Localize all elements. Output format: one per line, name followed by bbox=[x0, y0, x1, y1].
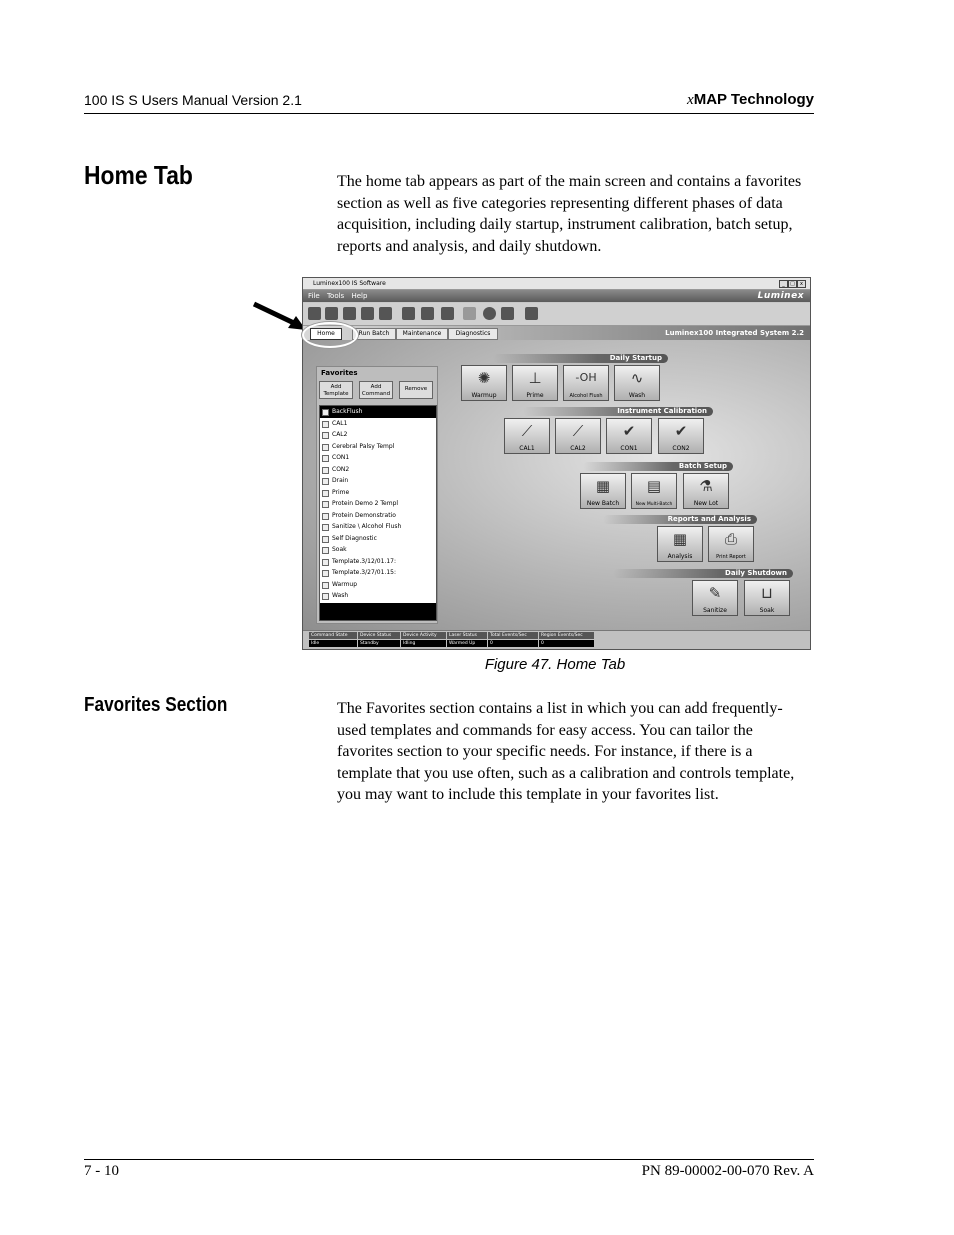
menu-tools[interactable]: Tools bbox=[326, 292, 345, 300]
tab-maintenance[interactable]: Maintenance bbox=[396, 328, 448, 340]
status-value: Idle bbox=[309, 640, 357, 647]
status-bar bbox=[303, 630, 810, 650]
status-value: 0 bbox=[488, 640, 538, 647]
part-number: PN 89-00002-00-070 Rev. A bbox=[641, 1163, 814, 1179]
status-value: Standby bbox=[358, 640, 400, 647]
cal2-button[interactable]: ⟋ CAL2 bbox=[555, 418, 601, 454]
section-heading: Home Tab bbox=[84, 160, 193, 190]
status-header: Total Events/Sec bbox=[488, 632, 538, 639]
window-title: Luminex100 IS Software bbox=[313, 280, 386, 287]
con1-button[interactable]: ✔ CON1 bbox=[606, 418, 652, 454]
category-daily-shutdown: Daily Shutdown bbox=[613, 569, 793, 578]
toolbar-icon[interactable] bbox=[325, 307, 338, 320]
list-item[interactable]: Warmup bbox=[320, 579, 436, 591]
brand-logo: Luminex bbox=[757, 291, 804, 301]
status-value: 0 bbox=[539, 640, 594, 647]
list-item[interactable]: CON1 bbox=[320, 452, 436, 464]
tab-home[interactable]: Home bbox=[310, 328, 342, 340]
list-item[interactable]: CAL2 bbox=[320, 429, 436, 441]
analysis-icon: ▦ bbox=[672, 530, 688, 548]
category-reports-analysis: Reports and Analysis bbox=[603, 515, 757, 524]
favorites-list-footer bbox=[320, 603, 436, 620]
wash-button[interactable]: ∿ Wash bbox=[614, 365, 660, 401]
cal1-button[interactable]: ⟋ CAL1 bbox=[504, 418, 550, 454]
list-item[interactable]: Sanitize \ Alcohol Flush bbox=[320, 521, 436, 533]
cal2-icon: ⟋ bbox=[572, 422, 584, 440]
list-item[interactable]: Self Diagnostic bbox=[320, 533, 436, 545]
header-rule bbox=[84, 113, 814, 114]
toolbar-icon[interactable] bbox=[343, 307, 356, 320]
status-value: Warmed Up bbox=[447, 640, 487, 647]
category-batch-setup: Batch Setup bbox=[583, 462, 733, 471]
figure-caption: Figure 47. Home Tab bbox=[484, 656, 626, 673]
list-item[interactable]: Protein Demo 2 Templ bbox=[320, 498, 436, 510]
toolbar-icon[interactable] bbox=[421, 307, 434, 320]
home-main-area bbox=[303, 340, 810, 630]
tab-diagnostics[interactable]: Diagnostics bbox=[448, 328, 498, 340]
new-multi-batch-icon: ▤ bbox=[646, 477, 662, 495]
footer-rule bbox=[84, 1159, 814, 1160]
list-item[interactable]: Wash bbox=[320, 590, 436, 602]
cal1-icon: ⟋ bbox=[521, 422, 533, 440]
list-item[interactable]: Prime bbox=[320, 487, 436, 499]
home-tab-screenshot bbox=[302, 277, 811, 650]
soak-icon: ⊔ bbox=[761, 584, 773, 602]
list-item[interactable]: Protein Demonstratio bbox=[320, 510, 436, 522]
section-body: The home tab appears as part of the main screen and contains a favorites section as well as five categories representing different phases of data acquisition, including daily startup, instrument calibration, batch setup, reports and analysis, and daily shutdown. bbox=[337, 173, 802, 255]
tab-run-batch[interactable]: Run Batch bbox=[352, 328, 396, 340]
system-name: Luminex100 Integrated System 2.2 bbox=[665, 329, 804, 337]
toolbar-icon[interactable] bbox=[525, 307, 538, 320]
print-report-button[interactable]: ⎙ Print Report bbox=[708, 526, 754, 562]
prime-button[interactable]: ⊥ Prime bbox=[512, 365, 558, 401]
toolbar-icon[interactable] bbox=[463, 307, 476, 320]
list-item[interactable]: Soak bbox=[320, 544, 436, 556]
toolbar-icon[interactable] bbox=[501, 307, 514, 320]
menu-file[interactable]: File bbox=[308, 292, 320, 300]
wash-icon: ∿ bbox=[630, 369, 644, 387]
category-daily-startup: Daily Startup bbox=[493, 354, 668, 363]
status-header: Device Activity bbox=[401, 632, 446, 639]
subsection-body: The Favorites section contains a list in which you can add frequently-used templates and commands for easy access. You can tailor the favorites section to your specific needs. For instance, if there is a template that you use often, such as a calibration and controls template, you may want to include this template in your favorites list. bbox=[337, 700, 795, 804]
list-item[interactable]: CAL1 bbox=[320, 418, 436, 430]
list-item[interactable]: Template.3/27/01.15: bbox=[320, 567, 436, 579]
minimize-icon[interactable]: _ bbox=[779, 280, 788, 288]
new-batch-button[interactable]: ▦ New Batch bbox=[580, 473, 626, 509]
pointer-arrow-icon bbox=[250, 298, 310, 334]
toolbar-icon[interactable] bbox=[483, 307, 496, 320]
alcohol-flush-button[interactable]: -OH Alcohol Flush bbox=[563, 365, 609, 401]
soak-button[interactable]: ⊔ Soak bbox=[744, 580, 790, 616]
list-item[interactable]: Cerebral Palsy Templ bbox=[320, 441, 436, 453]
toolbar-icon[interactable] bbox=[361, 307, 374, 320]
toolbar-icon[interactable] bbox=[379, 307, 392, 320]
new-multi-batch-button[interactable]: ▤ New Multi-Batch bbox=[631, 473, 677, 509]
status-header: Command State bbox=[309, 632, 357, 639]
warmup-button[interactable]: ✺ Warmup bbox=[461, 365, 507, 401]
home-tab-highlight bbox=[302, 322, 358, 348]
favorites-title: Favorites bbox=[321, 369, 358, 377]
sanitize-icon: ✎ bbox=[708, 584, 722, 602]
favorites-list bbox=[319, 405, 437, 621]
list-item[interactable]: BackFlush bbox=[320, 406, 436, 418]
status-header: Region Events/Sec bbox=[539, 632, 594, 639]
favorites-panel bbox=[316, 366, 438, 624]
toolbar-icon[interactable] bbox=[441, 307, 454, 320]
category-instrument-calibration: Instrument Calibration bbox=[523, 407, 713, 416]
new-batch-icon: ▦ bbox=[595, 477, 611, 495]
con2-button[interactable]: ✔ CON2 bbox=[658, 418, 704, 454]
page-number: 7 - 10 bbox=[84, 1163, 119, 1179]
add-command-button[interactable]: Add Command bbox=[359, 381, 393, 399]
sanitize-button[interactable]: ✎ Sanitize bbox=[692, 580, 738, 616]
new-lot-icon: ⚗ bbox=[699, 477, 713, 495]
maximize-icon[interactable]: □ bbox=[788, 280, 797, 288]
tab-bar bbox=[303, 326, 810, 340]
analysis-button[interactable]: ▦ Analysis bbox=[657, 526, 703, 562]
remove-button[interactable]: Remove bbox=[399, 381, 433, 399]
close-icon[interactable]: x bbox=[797, 280, 806, 288]
toolbar-icon[interactable] bbox=[308, 307, 321, 320]
window-titlebar bbox=[303, 278, 810, 290]
status-value: Idling bbox=[401, 640, 446, 647]
alcohol-flush-icon: -OH bbox=[575, 371, 597, 384]
prime-icon: ⊥ bbox=[528, 369, 542, 387]
running-header-title: 100 IS S Users Manual Version 2.1 bbox=[84, 92, 302, 108]
add-template-button[interactable]: Add Template bbox=[319, 381, 353, 399]
con2-icon: ✔ bbox=[674, 422, 688, 440]
toolbar-icon[interactable] bbox=[402, 307, 415, 320]
status-header: Laser Status bbox=[447, 632, 487, 639]
running-header-product: xMAP Technology bbox=[687, 91, 814, 108]
con1-icon: ✔ bbox=[622, 422, 636, 440]
menu-bar bbox=[303, 290, 810, 302]
toolbar bbox=[303, 303, 810, 326]
subsection-heading: Favorites Section bbox=[84, 694, 228, 716]
print-report-icon: ⎙ bbox=[724, 530, 737, 548]
status-header: Device Status bbox=[358, 632, 400, 639]
list-item[interactable]: CON2 bbox=[320, 464, 436, 476]
menu-help[interactable]: Help bbox=[351, 292, 368, 300]
new-lot-button[interactable]: ⚗ New Lot bbox=[683, 473, 729, 509]
warmup-icon: ✺ bbox=[477, 369, 491, 387]
list-item[interactable]: Drain bbox=[320, 475, 436, 487]
list-item[interactable]: Template.3/12/01.17: bbox=[320, 556, 436, 568]
